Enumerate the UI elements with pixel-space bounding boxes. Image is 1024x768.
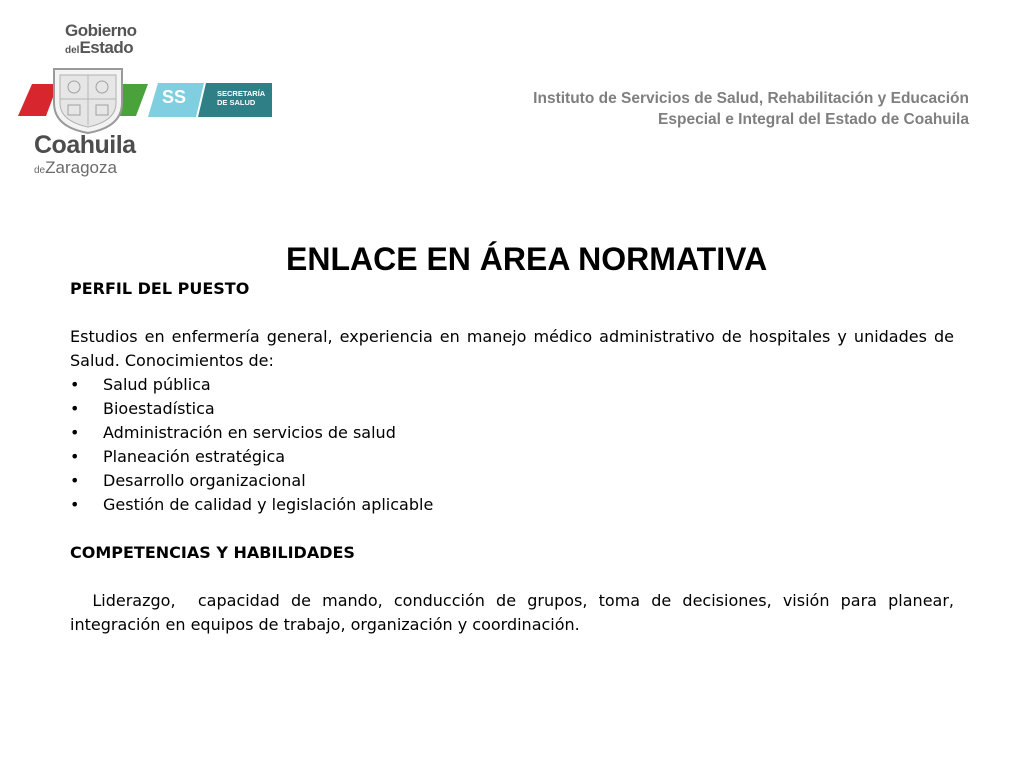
logo-coahuila: Coahuila: [34, 131, 136, 159]
coat-of-arms-icon: [48, 65, 128, 135]
list-item: [70, 493, 954, 517]
job-description: [70, 277, 960, 637]
logo-estado: Estado: [79, 38, 134, 57]
bullet-icon: •: [70, 447, 80, 466]
knowledge-list: [70, 373, 954, 517]
logo-zaragoza: Zaragoza: [45, 158, 117, 177]
list-item: [70, 397, 954, 421]
page-title: ENLACE EN ÁREA NORMATIVA: [286, 241, 768, 277]
list-item: [70, 373, 954, 397]
perfil-heading: PERFIL DEL PUESTO: [70, 279, 250, 298]
bullet-icon: •: [70, 471, 80, 490]
bullet-icon: •: [70, 495, 80, 514]
logo-del: del: [65, 45, 80, 56]
list-item-text: Desarrollo organizacional: [103, 471, 306, 490]
de-salud-line: DE SALUD: [217, 98, 256, 107]
bullet-icon: •: [70, 375, 80, 394]
logo-de-zaragoza: [34, 158, 117, 181]
list-item-text: Gestión de calidad y legislación aplicable: [103, 495, 434, 514]
institute-line-1: Instituto de Servicios de Salud, Rehabilitación y Educación: [533, 90, 969, 107]
perfil-intro: Estudios en enfermería general, experiencia en manejo médico administrativo de hospitales y unidades de Salud. Conocimientos de:: [70, 327, 954, 370]
list-item: [70, 469, 954, 493]
secretaria-line: SECRETARÍA: [217, 89, 266, 98]
list-item-text: Bioestadística: [103, 399, 215, 418]
list-item-text: Administración en servicios de salud: [103, 423, 396, 442]
competencias-text: Liderazgo, capacidad de mando, conducción de grupos, toma de decisiones, visión para planear, integración en equipos de trabajo, organización y coordinación.: [70, 591, 960, 634]
gobierno-coahuila-logo: [18, 20, 278, 180]
list-item-text: Planeación estratégica: [103, 447, 286, 466]
secretaria-salud-text: [217, 89, 265, 107]
gobierno-del-estado-text: [65, 22, 137, 59]
competencias-heading: COMPETENCIAS Y HABILIDADES: [70, 543, 355, 562]
logo-gobierno: Gobierno: [65, 21, 137, 40]
logo-de: de: [34, 165, 46, 176]
ss-logo-text: SS: [162, 87, 187, 107]
bullet-icon: •: [70, 399, 80, 418]
bullet-icon: •: [70, 423, 80, 442]
list-item: [70, 445, 954, 469]
institute-line-2: Especial e Integral del Estado de Coahuila: [658, 111, 969, 128]
list-item: [70, 421, 954, 445]
list-item-text: Salud pública: [103, 375, 211, 394]
institute-name: [533, 88, 969, 130]
